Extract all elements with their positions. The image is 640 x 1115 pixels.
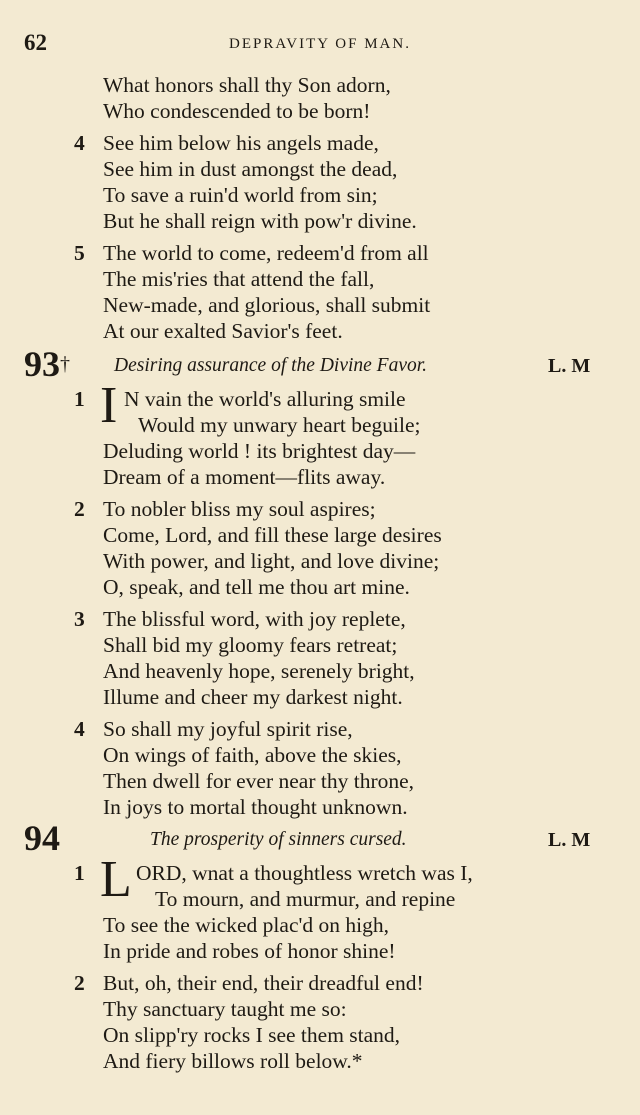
verse-line: So shall my joyful spirit rise, <box>103 717 353 741</box>
verse-line: To see the wicked plac'd on high, <box>103 913 389 937</box>
verse-line: The blissful word, with joy replete, <box>103 607 406 631</box>
verse-line: To nobler bliss my soul aspires; <box>103 497 376 521</box>
verse-line: Who condescended to be born! <box>103 99 371 123</box>
dagger-mark: † <box>60 353 70 375</box>
verse-line: And heavenly hope, serenely bright, <box>103 659 415 683</box>
verse-line: But he shall reign with pow'r divine. <box>103 209 417 233</box>
verse-number: 4 <box>74 131 85 155</box>
verse-line: See him in dust amongst the dead, <box>103 157 398 181</box>
verse-number: 4 <box>74 717 85 741</box>
drop-cap: L <box>100 851 132 908</box>
verse-line: In joys to mortal thought unknown. <box>103 795 408 819</box>
verse-line: Dream of a moment—flits away. <box>103 465 386 489</box>
verse-line: With power, and light, and love divine; <box>103 549 440 573</box>
verse-line: Would my unwary heart beguile; <box>138 413 421 437</box>
verse-line: Thy sanctuary taught me so: <box>103 997 347 1021</box>
hymn-title: Desiring assurance of the Divine Favor. <box>114 355 428 376</box>
hymn-number: 94 <box>24 818 60 858</box>
verse-line: O, speak, and tell me thou art mine. <box>103 575 410 599</box>
verse-number: 2 <box>74 497 85 521</box>
verse-line: Shall bid my gloomy fears retreat; <box>103 633 398 657</box>
verse-line: In pride and robes of honor shine! <box>103 939 396 963</box>
verse-line: Deluding world ! its brightest day— <box>103 439 416 463</box>
verse-line: Illume and cheer my darkest night. <box>103 685 403 709</box>
page-header <box>0 30 640 64</box>
verse-line: And fiery billows roll below.* <box>103 1049 363 1073</box>
page-number: 62 <box>24 30 47 55</box>
verse-line: Then dwell for ever near thy throne, <box>103 769 415 793</box>
verse-line: On wings of faith, above the skies, <box>103 743 402 767</box>
hymn-title: The prosperity of sinners cursed. <box>150 829 407 850</box>
verse-number: 3 <box>74 607 85 631</box>
verse-line: Come, Lord, and fill these large desires <box>103 523 442 547</box>
verse-line: See him below his angels made, <box>103 131 379 155</box>
hymn-number: 93† <box>24 344 70 384</box>
drop-cap: I <box>100 377 118 434</box>
verse-line: The world to come, redeem'd from all <box>103 241 429 265</box>
verse-line: At our exalted Savior's feet. <box>103 319 343 343</box>
verse-line: To save a ruin'd world from sin; <box>103 183 378 207</box>
verse-line: New-made, and glorious, shall submit <box>103 293 431 317</box>
verse-number: 1 <box>74 861 85 885</box>
hymn-meter: L. M <box>548 829 591 851</box>
verse-line: On slipp'ry rocks I see them stand, <box>103 1023 401 1047</box>
verse-line: N vain the world's alluring smile <box>124 387 406 411</box>
verse-line: But, oh, their end, their dreadful end! <box>103 971 424 995</box>
verse-line: The mis'ries that attend the fall, <box>103 267 375 291</box>
verse-number: 2 <box>74 971 85 995</box>
verse-line: What honors shall thy Son adorn, <box>103 73 391 97</box>
running-head: DEPRAVITY OF MAN. <box>229 36 411 52</box>
verse-number: 1 <box>74 387 85 411</box>
verse-line: To mourn, and murmur, and repine <box>155 887 456 911</box>
hymn-meter: L. M <box>548 355 591 377</box>
verse-number: 5 <box>74 241 85 265</box>
verse-line: ORD, wnat a thoughtless wretch was I, <box>136 861 473 885</box>
